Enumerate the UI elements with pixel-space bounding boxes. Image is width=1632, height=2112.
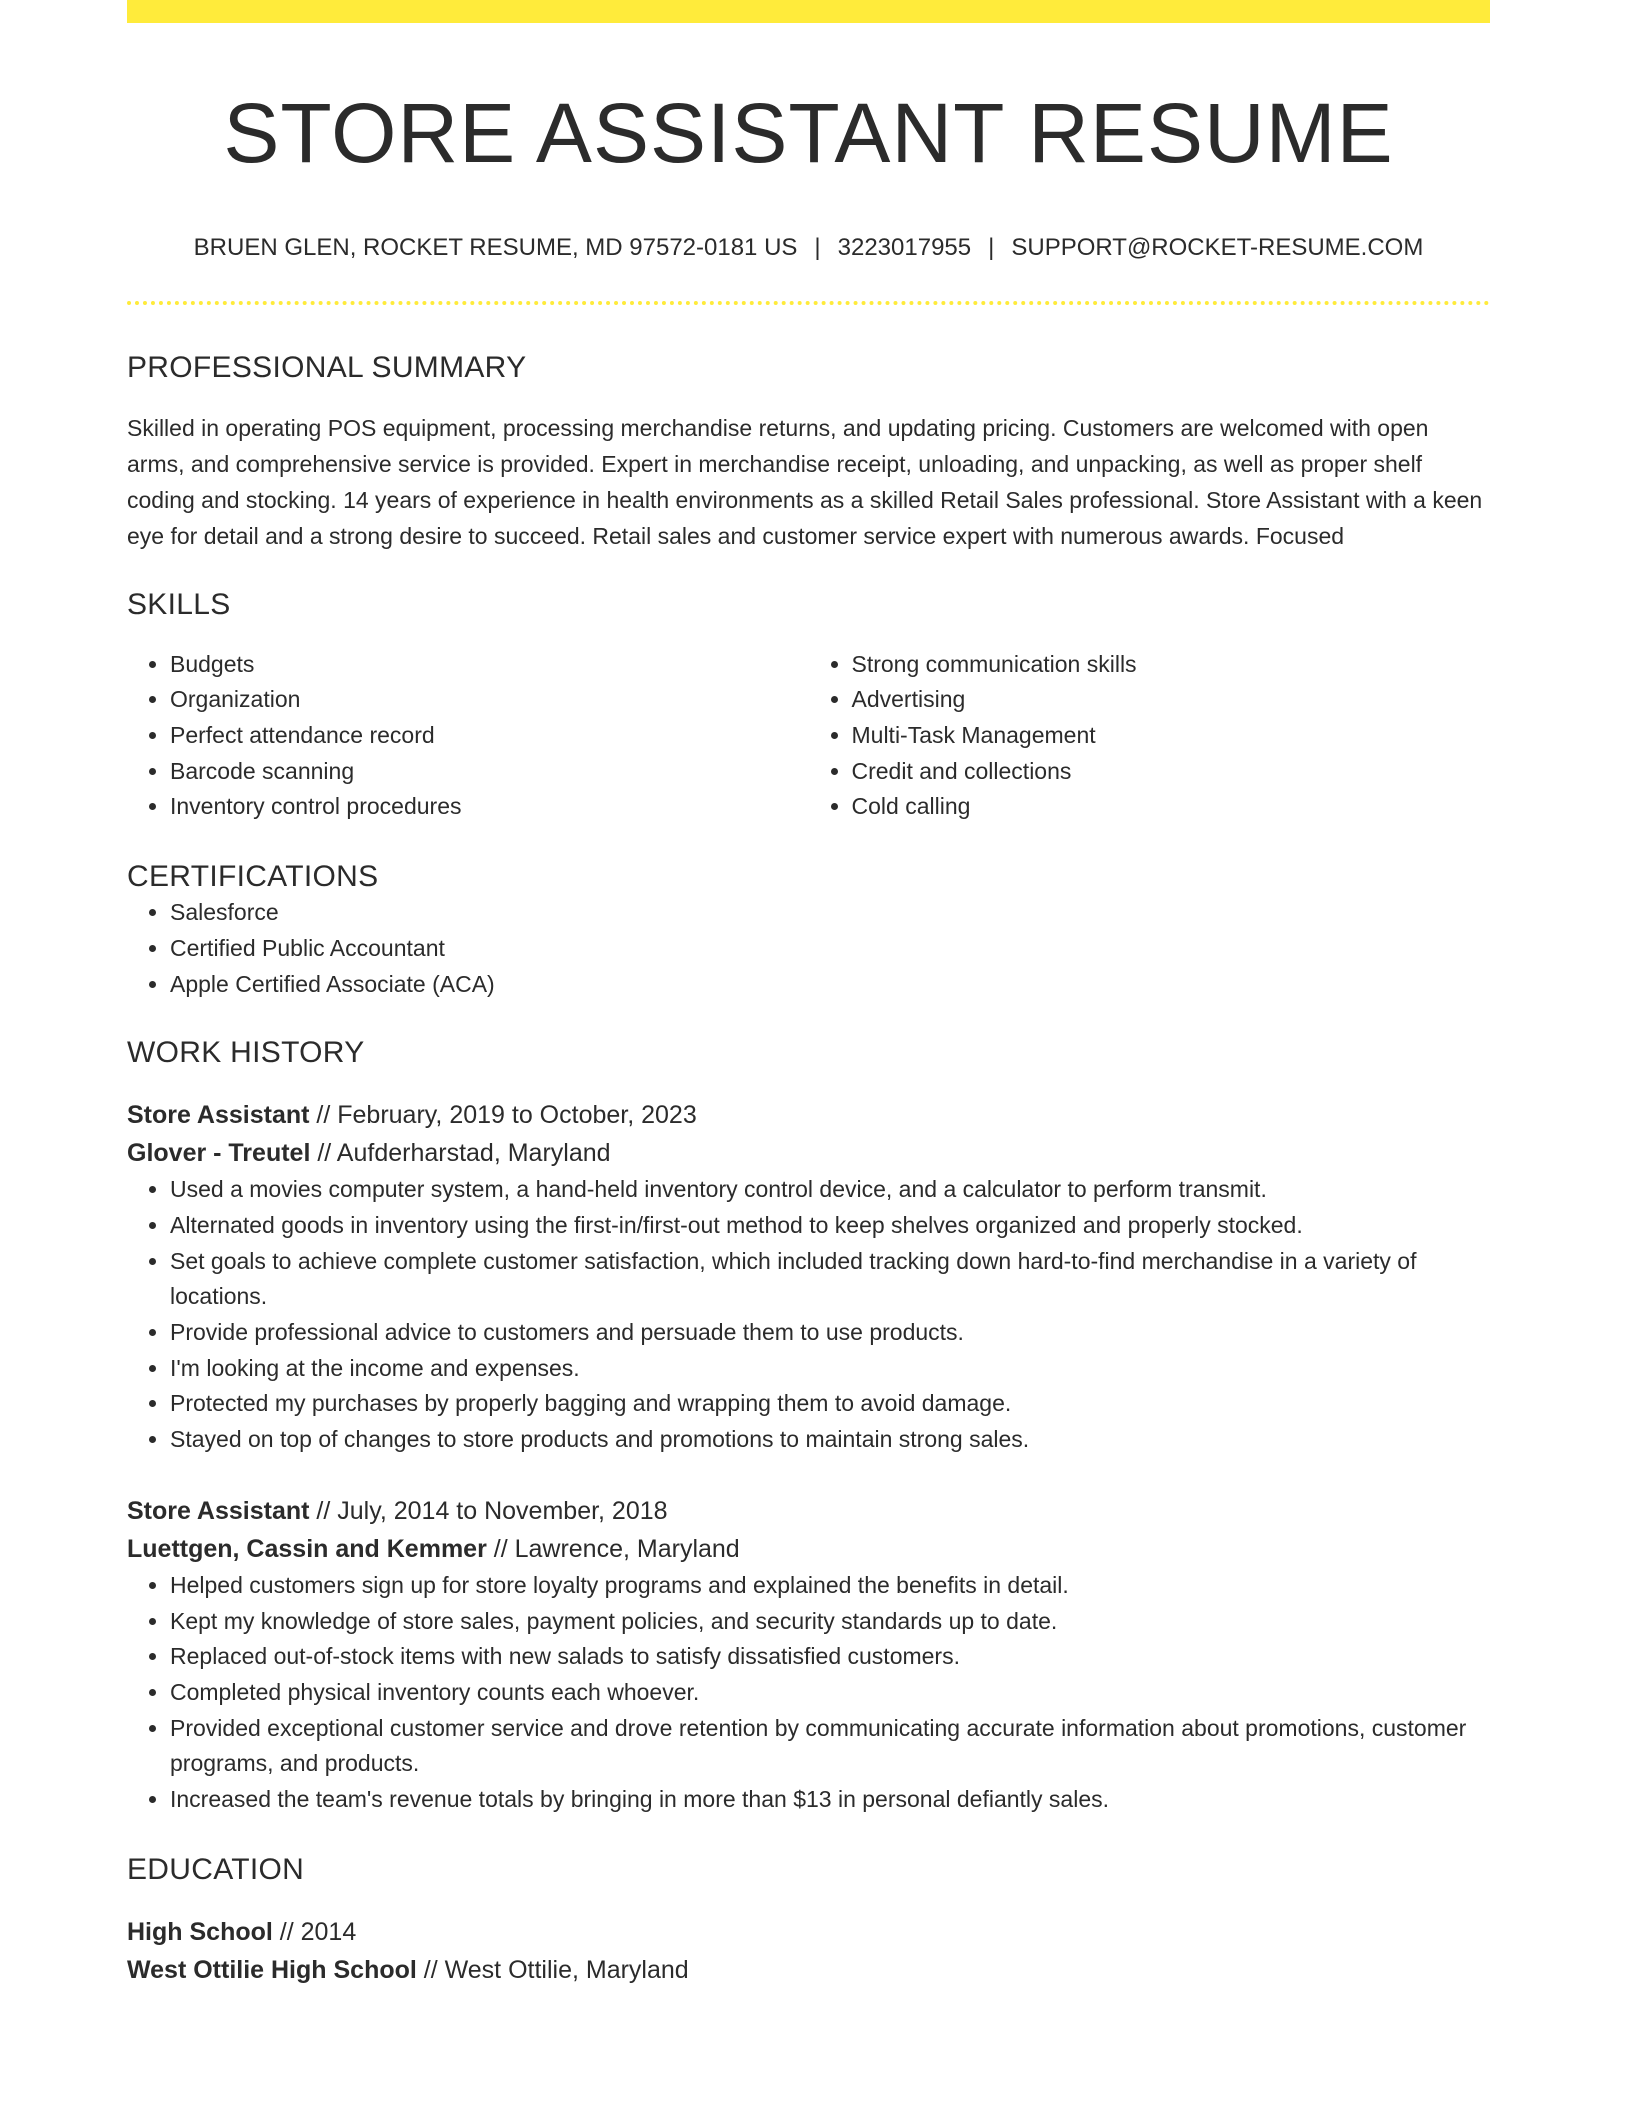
- job-duty: • Protected my purchases by properly bagging and wrapping them to avoid damage.: [170, 1386, 1490, 1422]
- header-divider: [127, 301, 1490, 305]
- certification-item: • Certified Public Accountant: [170, 931, 1490, 967]
- summary-text: Skilled in operating POS equipment, processing merchandise returns, and updating pricing. Customers are welcomed with open arms, and comprehensive service is provided. Expert in merchandise receipt, unloading, and unpacking, as well as proper shelf coding and stocking. 14 years of experience in health environments as a skilled Retail Sales professional. Store Assistant with a keen eye for detail and a strong desire to succeed. Retail sales and customer service expert with numerous awards. Focused: [127, 414, 1483, 549]
- job-location: // Lawrence, Maryland: [486, 1534, 740, 1563]
- job-duty: • Increased the team's revenue totals by bringing in more than $13 in personal defiantly sales.: [170, 1782, 1490, 1818]
- skill-item: • Budgets: [170, 647, 809, 683]
- education-school-line: [127, 1951, 1490, 1989]
- education-year: // 2014: [272, 1917, 357, 1946]
- job-company: Luettgen, Cassin and Kemmer: [127, 1534, 487, 1563]
- skill-item: • Strong communication skills: [852, 647, 1491, 683]
- job-duty: • Used a movies computer system, a hand-held inventory control device, and a calculator to perform transmit.: [170, 1172, 1490, 1208]
- job-company-line: [127, 1530, 1490, 1568]
- contact-phone: 3223017955: [837, 233, 972, 261]
- job-duty: • Provide professional advice to customers and persuade them to use products.: [170, 1315, 1490, 1351]
- job-duty: • Stayed on top of changes to store products and promotions to maintain strong sales.: [170, 1422, 1490, 1458]
- certifications-heading: CERTIFICATIONS: [127, 860, 379, 894]
- education-heading: EDUCATION: [127, 1852, 305, 1886]
- skill-item: • Advertising: [852, 682, 1491, 718]
- resume-content: [127, 0, 1490, 1989]
- certification-item: • Salesforce: [170, 895, 1490, 931]
- job-company: Glover - Treutel: [127, 1139, 311, 1168]
- job-dates: // February, 2019 to October, 2023: [309, 1101, 697, 1130]
- job-duty: • Provided exceptional customer service and drove retention by communicating accurate information about promotions, customer programs, and products.: [170, 1711, 1490, 1782]
- skill-item: • Barcode scanning: [170, 754, 809, 790]
- job-duty: • Kept my knowledge of store sales, payment policies, and security standards up to date.: [170, 1604, 1490, 1640]
- job-duty: • Completed physical inventory counts each whoever.: [170, 1675, 1490, 1711]
- work-history-heading: WORK HISTORY: [127, 1036, 365, 1070]
- job-title: Store Assistant: [127, 1101, 310, 1130]
- education-degree-line: [127, 1913, 1490, 1951]
- certifications-list: [127, 895, 1490, 1002]
- contact-separator: |: [988, 233, 995, 261]
- job-duties-list: [127, 1568, 1490, 1818]
- job-title: Store Assistant: [127, 1496, 310, 1525]
- job-company-line: [127, 1134, 1490, 1172]
- education-school: West Ottilie High School: [127, 1955, 417, 1984]
- skills-column-left: [127, 647, 809, 826]
- skill-item: • Credit and collections: [852, 754, 1491, 790]
- skills-heading: SKILLS: [127, 587, 231, 621]
- job-title-line: [127, 1096, 1490, 1134]
- skill-item: • Organization: [170, 682, 809, 718]
- skill-item: • Perfect attendance record: [170, 718, 809, 754]
- job-duty: • Alternated goods in inventory using the first-in/first-out method to keep shelves organized and properly stocked.: [170, 1208, 1490, 1244]
- job-title-line: [127, 1492, 1490, 1530]
- education-degree: High School: [127, 1917, 273, 1946]
- job-duty: • Replaced out-of-stock items with new salads to satisfy dissatisfied customers.: [170, 1639, 1490, 1675]
- contact-line: [127, 234, 1490, 263]
- job-duty: • Helped customers sign up for store loyalty programs and explained the benefits in detail.: [170, 1568, 1490, 1604]
- job-duty: • I'm looking at the income and expenses.: [170, 1351, 1490, 1387]
- resume-title: STORE ASSISTANT RESUME: [223, 86, 1394, 180]
- skills-list-right: [809, 647, 1491, 826]
- job-dates: // July, 2014 to November, 2018: [309, 1496, 668, 1525]
- contact-separator: |: [814, 233, 821, 261]
- job-duties-list: [127, 1172, 1490, 1458]
- skill-item: • Inventory control procedures: [170, 789, 809, 825]
- summary-heading: PROFESSIONAL SUMMARY: [127, 350, 527, 384]
- education-location: // West Ottilie, Maryland: [416, 1955, 689, 1984]
- certification-item: • Apple Certified Associate (ACA): [170, 967, 1490, 1003]
- job-duty: • Set goals to achieve complete customer satisfaction, which included tracking down hard-to-find merchandise in a variety of locations.: [170, 1244, 1490, 1315]
- job-location: // Aufderharstad, Maryland: [310, 1139, 611, 1168]
- skill-item: • Multi-Task Management: [852, 718, 1491, 754]
- skills-list-left: [127, 647, 809, 826]
- contact-email: SUPPORT@ROCKET-RESUME.COM: [1011, 233, 1424, 261]
- top-accent-bar: [127, 0, 1490, 23]
- skill-item: • Cold calling: [852, 789, 1491, 825]
- contact-address: BRUEN GLEN, ROCKET RESUME, MD 97572-0181 US: [193, 233, 798, 261]
- skills-grid: [127, 647, 1490, 826]
- skills-column-right: [809, 647, 1491, 826]
